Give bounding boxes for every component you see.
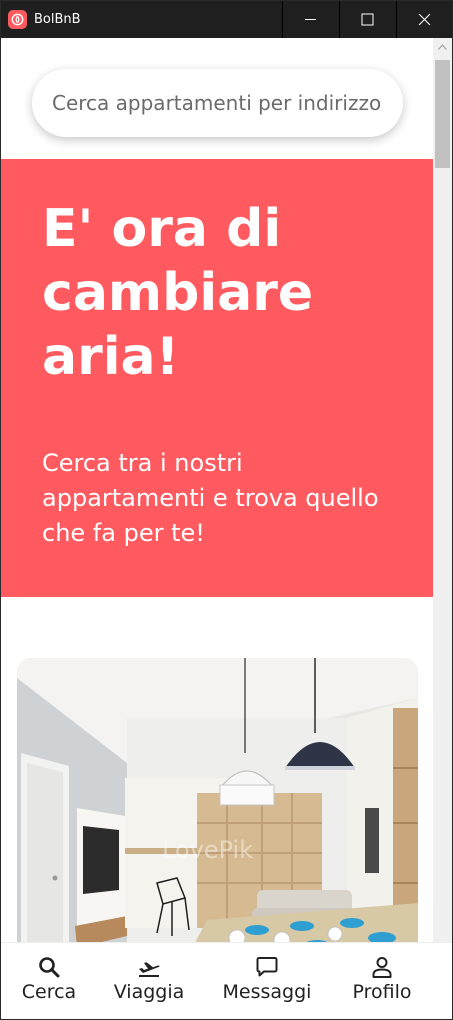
minimize-button[interactable] — [282, 1, 339, 38]
chevron-up-icon — [438, 44, 447, 50]
nav-item-profilo[interactable] — [343, 943, 421, 1020]
search-bar[interactable] — [32, 69, 403, 137]
bottom-navigation — [1, 942, 452, 1020]
hero-title: E' ora di cambiare aria! — [42, 199, 314, 387]
featured-apartment-image[interactable] — [17, 658, 418, 942]
maximize-icon — [361, 13, 374, 26]
page-content — [1, 38, 433, 942]
plane-icon — [137, 955, 161, 979]
search-input[interactable] — [52, 69, 400, 137]
title-bar[interactable] — [1, 1, 452, 38]
nav-label: Viaggia — [113, 981, 185, 1003]
scroll-up-button[interactable] — [433, 38, 452, 57]
nav-label: Profilo — [352, 981, 412, 1003]
user-icon — [370, 955, 394, 979]
nav-item-viaggia[interactable] — [109, 943, 189, 1020]
minimize-icon — [304, 13, 317, 26]
nav-item-messaggi[interactable] — [217, 943, 317, 1020]
close-button[interactable] — [396, 1, 453, 38]
hero-banner — [1, 159, 433, 597]
watermark-text: LovePik — [162, 836, 254, 864]
apartment-photo — [17, 658, 418, 942]
maximize-button[interactable] — [339, 1, 396, 38]
nav-item-cerca[interactable] — [13, 943, 85, 1020]
nav-label: Messaggi — [222, 981, 312, 1003]
scrollbar-thumb[interactable] — [435, 60, 450, 168]
close-icon — [418, 13, 431, 26]
hero-subtitle: Cerca tra i nostri appartamenti e trova quello che fa per te! — [42, 449, 379, 547]
window-title: BolBnB — [34, 12, 81, 27]
vertical-scrollbar[interactable] — [433, 38, 452, 942]
search-icon — [37, 955, 61, 979]
nav-label: Cerca — [21, 981, 77, 1003]
chat-icon — [255, 955, 279, 979]
app-logo-icon — [8, 10, 27, 29]
